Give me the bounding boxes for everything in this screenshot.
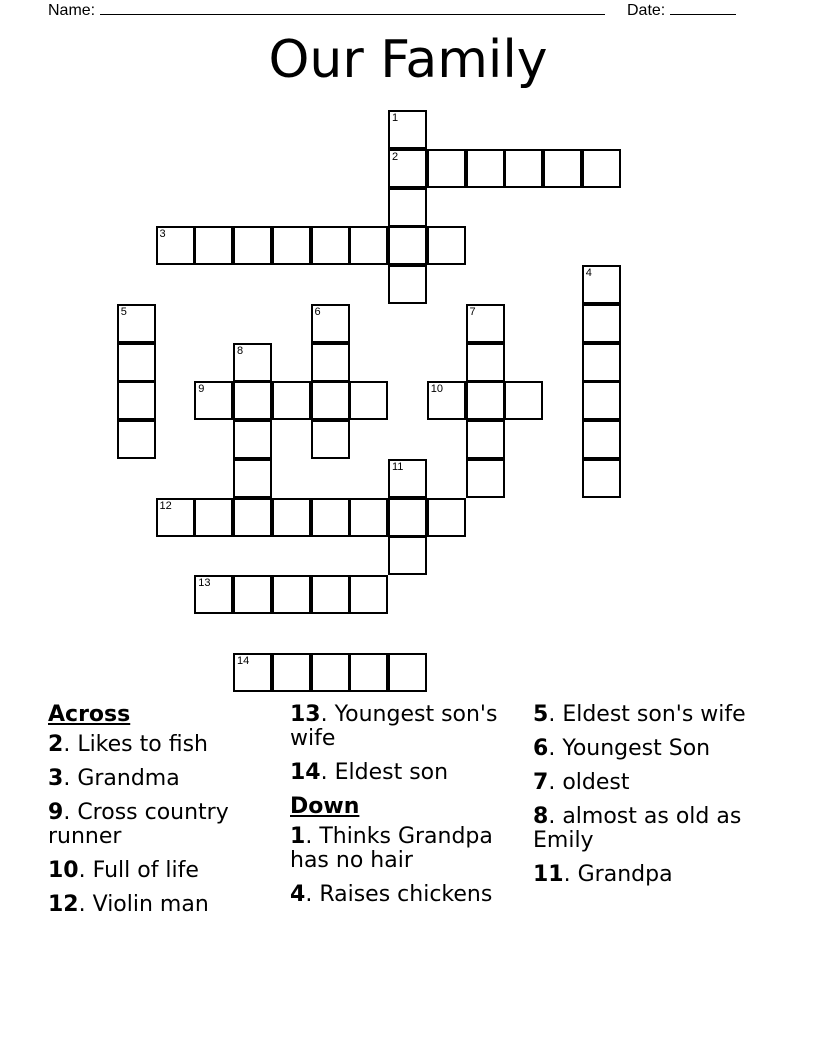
crossword-cell[interactable] [427,381,466,420]
clue-number: 7 [533,770,549,795]
crossword-cell[interactable] [388,459,427,498]
clue-text: Youngest Son [562,736,711,761]
clue-item: 1. Thinks Grandpa has no hair [290,824,493,873]
crossword-cell[interactable] [543,149,582,188]
clue-number: 8 [533,804,549,829]
clue-text: Raises chickens [319,882,493,907]
date-blank-line[interactable] [670,0,736,15]
across-clue-list [48,733,278,917]
crossword-cell[interactable] [233,420,272,459]
crossword-cell[interactable] [388,149,427,188]
clue-item: 5. Eldest son's wife [533,702,746,727]
crossword-cell[interactable] [311,575,350,614]
crossword-cell[interactable] [582,304,621,343]
clue-item: 7. oldest [533,770,630,795]
clue-text: Grandpa [577,862,673,887]
crossword-cell[interactable] [194,226,233,265]
clue-column-3 [533,703,773,897]
clue-text: Cross country runner [48,800,229,849]
clue-text: Eldest son's wife [562,702,746,727]
crossword-cell[interactable] [233,575,272,614]
clue-item: 13. Youngest son's wife [290,702,498,751]
clue-item: 9. Cross country runner [48,800,229,849]
clue-column-2 [290,703,530,917]
crossword-cell[interactable] [582,381,621,420]
name-blank-line[interactable] [100,0,605,15]
cell-number: 3 [159,228,166,241]
crossword-cell[interactable] [466,149,505,188]
name-label: Name: [48,2,96,19]
clue-item: 8. almost as old as Emily [533,804,742,853]
crossword-cell[interactable] [388,226,427,265]
clue-item: 3. Grandma [48,766,180,791]
clue-number: 13 [290,702,321,727]
crossword-cell[interactable] [117,343,156,382]
crossword-cell[interactable] [272,575,311,614]
clue-number: 4 [290,882,306,907]
clue-text: Thinks Grandpa has no hair [290,824,493,873]
cell-number: 8 [237,344,244,357]
clue-text: Full of life [92,858,199,883]
crossword-cell[interactable] [466,420,505,459]
crossword-cell[interactable] [233,459,272,498]
crossword-cell[interactable] [233,498,272,537]
crossword-cell[interactable] [582,459,621,498]
crossword-cell[interactable] [388,265,427,304]
crossword-cell[interactable] [466,381,505,420]
crossword-cell[interactable] [466,343,505,382]
clue-item: 6. Youngest Son [533,736,711,761]
crossword-cell[interactable] [388,536,427,575]
crossword-cell[interactable] [388,188,427,227]
crossword-cell[interactable] [156,498,195,537]
crossword-cell[interactable] [349,498,388,537]
cell-number: 7 [469,305,476,318]
crossword-cell[interactable] [272,226,311,265]
across-clue-list-continued [290,703,530,785]
crossword-cell[interactable] [349,653,388,692]
crossword-cell[interactable] [466,459,505,498]
crossword-cell[interactable] [272,381,311,420]
crossword-cell[interactable] [233,653,272,692]
crossword-cell[interactable] [233,226,272,265]
clue-item: 12. Violin man [48,892,209,917]
cell-number: 5 [120,305,127,318]
clue-item: 14. Eldest son [290,760,449,785]
crossword-cell[interactable] [272,498,311,537]
crossword-cell[interactable] [311,343,350,382]
down-clue-list [290,825,530,907]
crossword-cell[interactable] [117,381,156,420]
crossword-cell[interactable] [388,498,427,537]
crossword-cell[interactable] [504,381,543,420]
crossword-cell[interactable] [427,498,466,537]
crossword-cell[interactable] [311,653,350,692]
crossword-cell[interactable] [272,653,311,692]
clue-item: 10. Full of life [48,858,199,883]
crossword-cell[interactable] [194,381,233,420]
crossword-cell[interactable] [311,420,350,459]
crossword-cell[interactable] [582,343,621,382]
clue-text: Likes to fish [77,732,208,757]
cell-number: 4 [585,267,592,279]
clue-number: 3 [48,766,64,791]
across-heading: Across [48,702,131,727]
clue-number: 5 [533,702,549,727]
date-field [627,0,736,20]
crossword-cell[interactable] [582,265,621,304]
crossword-cell[interactable] [349,575,388,614]
crossword-cell[interactable] [311,381,350,420]
crossword-cell[interactable] [233,381,272,420]
clue-column-1 [48,703,278,927]
crossword-cell[interactable] [388,110,427,149]
down-clue-list-continued [533,703,773,887]
crossword-cell[interactable] [427,149,466,188]
clue-item: 4. Raises chickens [290,882,493,907]
cell-number: 11 [392,460,404,473]
clue-item: 11. Grandpa [533,862,673,887]
crossword-cell[interactable] [504,149,543,188]
crossword-cell[interactable] [582,149,621,188]
clue-text: Grandma [77,766,180,791]
clue-text: Youngest son's wife [290,702,498,751]
clue-number: 12 [48,892,79,917]
clue-item: 2. Likes to fish [48,732,208,757]
cell-number: 13 [198,577,211,589]
clue-number: 2 [48,732,64,757]
crossword-cell[interactable] [233,343,272,382]
crossword-cell[interactable] [194,575,233,614]
crossword-cell[interactable] [156,226,195,265]
crossword-cell[interactable] [311,226,350,265]
cell-number: 12 [159,499,172,512]
clue-text: Violin man [92,892,209,917]
cell-number: 2 [392,150,399,163]
crossword-cell[interactable] [349,381,388,420]
crossword-cell[interactable] [582,420,621,459]
clue-number: 11 [533,862,564,887]
cell-number: 10 [430,383,443,396]
cell-number: 14 [237,654,250,667]
cell-number: 6 [314,305,321,318]
crossword-cell[interactable] [117,420,156,459]
down-heading: Down [290,794,360,819]
crossword-cell[interactable] [311,498,350,537]
crossword-cell[interactable] [388,653,427,692]
name-field [48,0,605,20]
clue-number: 1 [290,824,306,849]
clue-text: almost as old as Emily [533,804,742,853]
page-title: Our Family [268,30,548,90]
crossword-cell[interactable] [466,304,505,343]
clue-text: Eldest son [334,760,449,785]
crossword-cell[interactable] [194,498,233,537]
clue-number: 14 [290,760,321,785]
cell-number: 1 [392,112,399,124]
clue-text: oldest [562,770,630,795]
clue-number: 10 [48,858,79,883]
cell-number: 9 [198,383,205,396]
crossword-cell[interactable] [311,304,350,343]
crossword-cell[interactable] [349,226,388,265]
date-label: Date: [627,2,666,19]
crossword-cell[interactable] [117,304,156,343]
clue-number: 9 [48,800,64,825]
crossword-cell[interactable] [427,226,466,265]
clue-number: 6 [533,736,549,761]
